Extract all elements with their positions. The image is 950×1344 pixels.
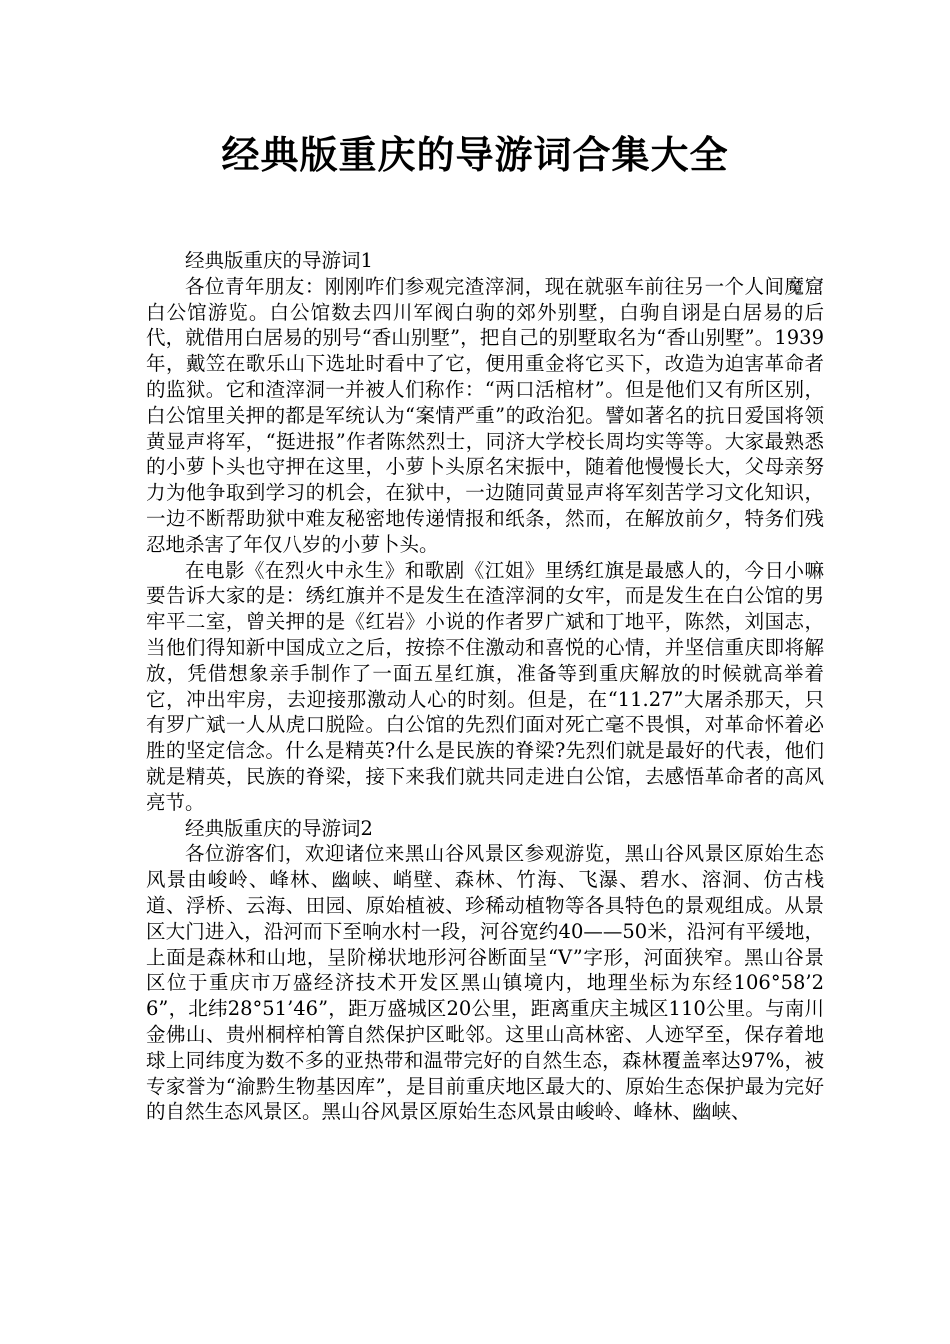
body-paragraph: 各位青年朋友：刚刚咋们参观完渣滓洞，现在就驱车前往另一个人间魔窟白公馆游览。白公馆数去四川军阀白驹的郊外别墅，白驹自诩是白居易的后代，就借用白居易的别号“香山别墅”，把自己的别墅取名为“香山别墅”。1939年，戴笠在歌乐山下选址时看中了它，便用重金将它买下，改造为迫害革命者的监狱。它和渣滓洞一并被人们称作：“两口活棺材”。但是他们又有所区别，白公馆里关押的都是军统认为“案情严重”的政治犯。譬如著名的抗日爱国将领黄显声将军，“挺进报”作者陈然烈士，同济大学校长周均实等等。大家最熟悉的小萝卜头也守押在这里，小萝卜头原名宋振中，随着他慢慢长大，父母亲努力为他争取到学习的机会，在狱中，一边随同黄显声将军刻苦学习文化知识，一边不断帮助狱中难友秘密地传递情报和纸条，然而，在解放前夕，特务们残忍地杀害了年仅八岁的小萝卜头。 bbox=[146, 274, 824, 556]
document-body bbox=[146, 248, 824, 1125]
body-paragraph: 各位游客们，欢迎诸位来黑山谷风景区参观游览，黑山谷风景区原始生态风景由峻岭、峰林、幽峡、峭壁、森林、竹海、飞瀑、碧水、溶洞、仿古栈道、浮桥、云海、田园、原始植被、珍稀动植物等各具特色的景观组成。从景区大门进入，沿河而下至响水村一段，河谷宽约40——50米，沿河有平缓地，上面是森林和山地，呈阶梯状地形河谷断面呈“V”字形，河面狭窄。黑山谷景区位于重庆市万盛经济技术开发区黑山镇境内，地理坐标为东经106°58’26”，北纬28°51’46”，距万盛城区20公里，距离重庆主城区110公里。与南川金佛山、贵州桐梓柏箐自然保护区毗邻。这里山高林密、人迹罕至，保存着地球上同纬度为数不多的亚热带和温带完好的自然生态，森林覆盖率达97%，被专家誉为“渝黔生物基因库”，是目前重庆地区最大的、原始生态保护最为完好的自然生态风景区。黑山谷风景区原始生态风景由峻岭、峰林、幽峡、 bbox=[146, 842, 824, 1124]
body-paragraph: 在电影《在烈火中永生》和歌剧《江姐》里绣红旗是最感人的，今日小嘛要告诉大家的是：绣红旗并不是发生在渣滓洞的女牢，而是发生在白公馆的男牢平二室，曾关押的是《红岩》小说的作者罗广斌和丁地平，陈然，刘国志，当他们得知新中国成立之后，按捺不住激动和喜悦的心情，并坚信重庆即将解放，凭借想象亲手制作了一面五星红旗，准备等到重庆解放的时候就高举着它，冲出牢房，去迎接那激动人心的时刻。但是，在“11.27”大屠杀那天，只有罗广斌一人从虎口脱险。白公馆的先烈们面对死亡毫不畏惧，对革命怀着必胜的坚定信念。什么是精英?什么是民族的脊梁?先烈们就是最好的代表，他们就是精英，民族的脊梁，接下来我们就共同走进白公馆，去感悟革命者的高风亮节。 bbox=[146, 558, 824, 814]
section-heading-1: 经典版重庆的导游词1 bbox=[185, 249, 373, 272]
document-title: 经典版重庆的导游词合集大全 bbox=[221, 133, 729, 177]
section-heading-2: 经典版重庆的导游词2 bbox=[185, 816, 373, 840]
